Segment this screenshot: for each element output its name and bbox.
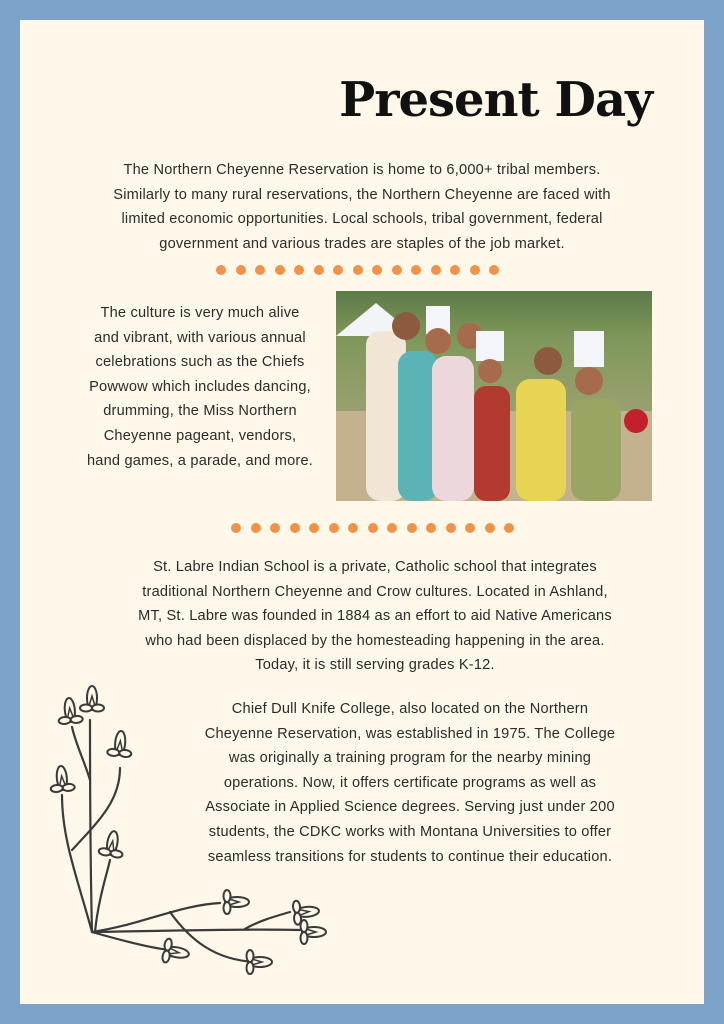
- flower-bud-icon: [107, 730, 133, 757]
- text-line: and vibrant, with various annual: [94, 329, 306, 346]
- text-line: operations. Now, it offers certificate programs as well as: [223, 774, 597, 791]
- text-line: Powwow which includes dancing,: [89, 378, 311, 395]
- text-line: students, the CDKC works with Montana Universities to offer: [208, 823, 612, 840]
- text-line: Associate in Applied Science degrees. Serving just under 200: [205, 799, 615, 816]
- page-title: Present Day: [339, 72, 652, 128]
- text-line: government and various trades are staples of the job market.: [159, 235, 565, 252]
- text-line: Cheyenne pageant, vendors,: [103, 427, 297, 444]
- flower-bud-icon: [80, 686, 104, 712]
- text-line: who had been displaced by the homesteading happening in the area.: [145, 632, 605, 649]
- text-line: The culture is very much alive: [100, 305, 300, 321]
- flower-bud-icon: [247, 950, 273, 974]
- text-line: celebrations such as the Chiefs: [95, 354, 305, 371]
- text-line: The Northern Cheyenne Reservation is home to 6,000+ tribal members.: [123, 162, 601, 178]
- text-line: Chief Dull Knife College, also located on the Northern: [231, 701, 589, 717]
- text-line: MT, St. Labre was founded in 1884 as an effort to aid Native Americans: [138, 608, 612, 625]
- flower-bud-icon: [224, 890, 250, 914]
- flower-bud-icon: [98, 829, 126, 858]
- text-line: limited economic opportunities. Local schools, tribal government, federal: [121, 211, 603, 228]
- text-line: Cheyenne Reservation, was established in 1975. The College: [204, 725, 616, 742]
- flower-bud-icon: [57, 697, 83, 724]
- text-line: Similarly to many rural reservations, the Northern Cheyenne are faced with: [113, 186, 611, 203]
- text-line: Today, it is still serving grades K-12.: [255, 657, 495, 674]
- flower-bud-icon: [162, 938, 191, 966]
- text-line: hand games, a parade, and more.: [86, 452, 314, 469]
- text-line: traditional Northern Cheyenne and Crow cultures. Located in Ashland,: [142, 583, 608, 600]
- flower-bud-icon: [301, 920, 327, 944]
- text-line: St. Labre Indian School is a private, Catholic school that integrates: [153, 559, 597, 575]
- text-line: seamless transitions for students to continue their education.: [207, 848, 613, 865]
- text-line: was originally a training program for the nearby mining: [228, 750, 592, 767]
- flower-bud-icon: [49, 765, 75, 792]
- text-line: drumming, the Miss Northern: [103, 403, 297, 420]
